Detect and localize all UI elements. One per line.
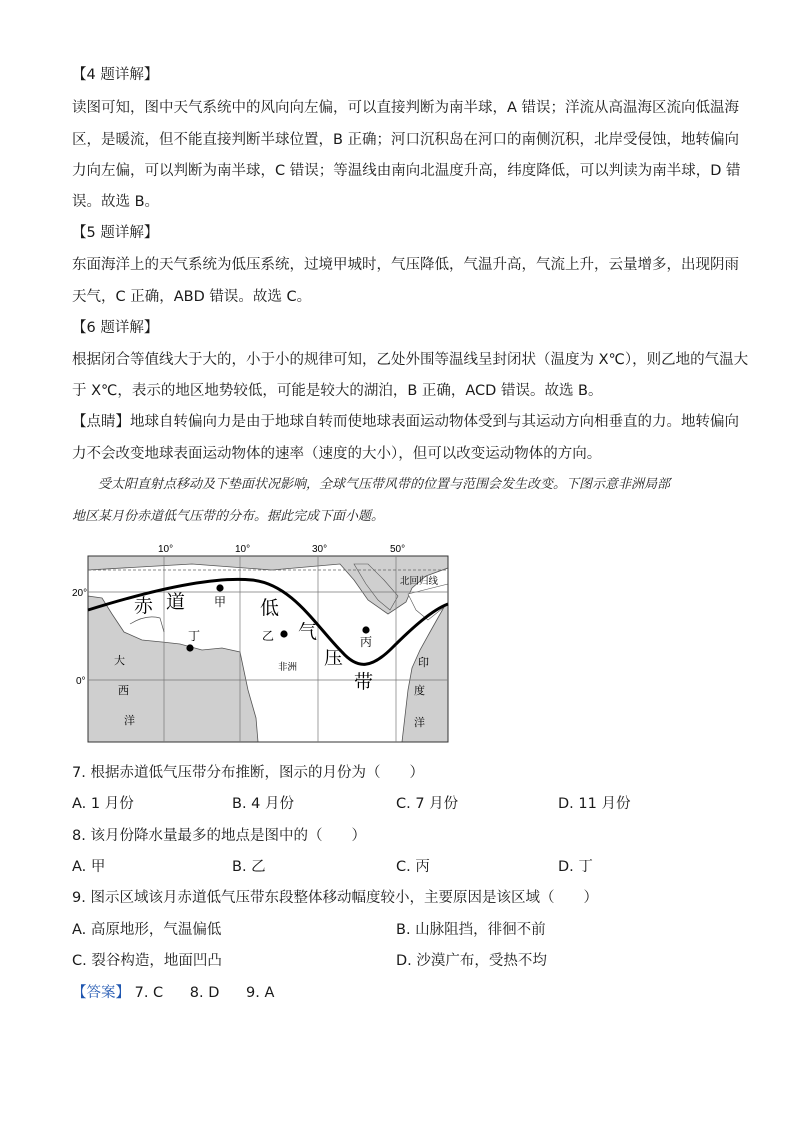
q7-option-b[interactable]: B. 4 月份 xyxy=(232,796,295,812)
point-label: 丁 xyxy=(188,629,201,643)
q5-line-1: 东面海洋上的天气系统为低压系统，过境甲城时，气压降低，气温升高，气流上升，云量增多，出现阴雨 xyxy=(72,257,739,273)
africa-pressure-belt-map xyxy=(72,540,462,750)
q9-option-b[interactable]: B. 山脉阻挡，徘徊不前 xyxy=(396,922,546,938)
q6-line-1: 根据闭合等值线大于大的，小于小的规律可知，乙处外围等温线呈封闭状（温度为 X℃），则乙地的气温大 xyxy=(72,352,749,368)
q9-option-c[interactable]: C. 裂谷构造，地面凹凸 xyxy=(72,953,222,969)
q4-header: 【4 题详解】 xyxy=(72,67,159,83)
indian-label: 印 xyxy=(418,656,429,669)
continent-label: 非洲 xyxy=(278,662,298,673)
q8-stem: 8. 该月份降水量最多的地点是图中的（ ） xyxy=(72,828,366,844)
belt-char: 压 xyxy=(324,647,344,669)
q4-line-2: 区，是暖流，但不能直接判断半球位置，B 正确；河口沉积岛在河口的南侧沉积，北岸受侵蚀，地转偏向 xyxy=(72,132,740,148)
tropic-label: 北回归线 xyxy=(400,576,439,587)
q7-option-d[interactable]: D. 11 月份 xyxy=(558,796,631,812)
belt-char: 带 xyxy=(354,671,374,693)
atlantic-label: 大 xyxy=(114,654,125,667)
q7-stem: 7. 根据赤道低气压带分布推断，图示的月份为（ ） xyxy=(72,765,424,781)
indian-label: 洋 xyxy=(414,716,425,729)
q5-header: 【5 题详解】 xyxy=(72,225,159,241)
q4-line-4: 误。故选 B。 xyxy=(72,194,160,210)
q5-line-2: 天气，C 正确，ABD 错误。故选 C。 xyxy=(72,289,312,305)
q9-option-d[interactable]: D. 沙漠广布，受热不均 xyxy=(396,953,547,969)
lead-line-2: 地区某月份赤道低气压带的分布。据此完成下面小题。 xyxy=(72,509,385,524)
belt-char: 低 xyxy=(260,597,280,619)
lat-label: 0° xyxy=(76,676,86,687)
q8-option-b[interactable]: B. 乙 xyxy=(232,859,266,875)
lon-label: 10° xyxy=(235,544,251,555)
atlantic-label: 洋 xyxy=(124,714,135,727)
q9-option-a[interactable]: A. 高原地形，气温偏低 xyxy=(72,922,222,938)
note-line-2: 力不会改变地球表面运动物体的速率（速度的大小），但可以改变运动物体的方向。 xyxy=(72,446,602,462)
point-label: 乙 xyxy=(262,629,275,643)
point-ding xyxy=(186,644,193,651)
answer-7: 7. C xyxy=(134,985,164,1001)
point-jia xyxy=(216,584,223,591)
atlantic-label: 西 xyxy=(118,684,129,697)
belt-char: 赤 xyxy=(134,595,154,617)
belt-char: 气 xyxy=(298,621,318,643)
lon-label: 50° xyxy=(390,544,406,555)
point-bing xyxy=(362,626,369,633)
indian-label: 度 xyxy=(414,684,425,697)
lon-label: 30° xyxy=(312,544,328,555)
lead-line-1: 受太阳直射点移动及下垫面状况影响，全球气压带风带的位置与范围会发生改变。下图示意非洲局部 xyxy=(98,477,671,492)
q6-line-2: 于 X℃，表示的地区地势较低，可能是较大的湖泊，B 正确，ACD 错误。故选 B。 xyxy=(72,383,603,399)
q8-option-c[interactable]: C. 丙 xyxy=(396,859,430,875)
q6-header: 【6 题详解】 xyxy=(72,320,159,336)
q8-option-d[interactable]: D. 丁 xyxy=(558,859,593,875)
point-label: 甲 xyxy=(214,595,227,609)
q4-line-1: 读图可知，图中天气系统中的风向向左偏，可以直接判断为南半球，A 错误；洋流从高温海区流向低温海 xyxy=(72,100,740,116)
q7-option-a[interactable]: A. 1 月份 xyxy=(72,796,134,812)
q9-stem: 9. 图示区域该月赤道低气压带东段整体移动幅度较小，主要原因是该区域（ ） xyxy=(72,890,598,906)
note-line-1: 【点睛】地球自转偏向力是由于地球自转而使地球表面运动物体受到与其运动方向相垂直的力。地转偏向 xyxy=(72,414,739,430)
q7-option-c[interactable]: C. 7 月份 xyxy=(396,796,459,812)
point-yi xyxy=(280,630,287,637)
lon-label: 10° xyxy=(158,544,174,555)
q8-option-a[interactable]: A. 甲 xyxy=(72,859,106,875)
belt-char: 道 xyxy=(166,591,186,613)
point-label: 丙 xyxy=(360,635,373,649)
lat-label: 20° xyxy=(72,588,88,599)
answer-tag: 【答案】 xyxy=(72,985,130,1001)
q4-line-3: 力向左偏，可以判断为南半球，C 错误；等温线由南向北温度升高，纬度降低，可以判读为南半球，D 错 xyxy=(72,163,741,179)
answer-line xyxy=(72,983,296,1003)
answer-9: 9. A xyxy=(246,985,275,1001)
answer-8: 8. D xyxy=(189,985,220,1001)
